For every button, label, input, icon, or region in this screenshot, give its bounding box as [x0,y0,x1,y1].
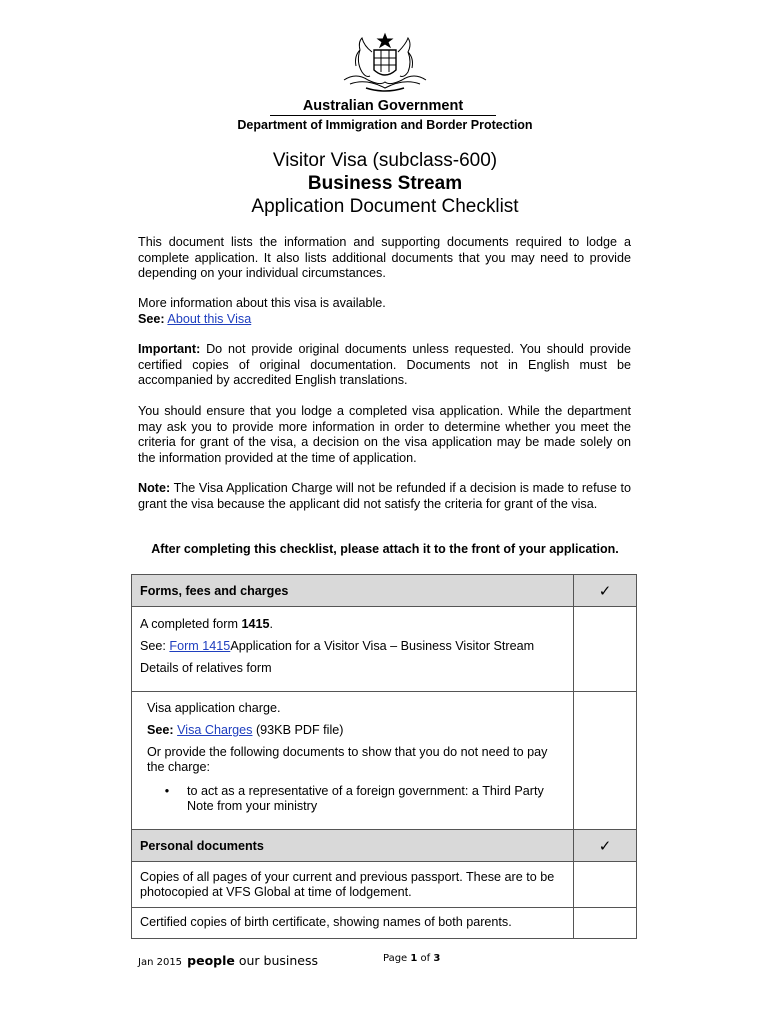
footer-left [138,950,318,969]
checkbox-cell[interactable] [574,862,637,908]
passport-cell [132,862,574,908]
section-heading: Forms, fees and charges [132,575,574,607]
doc-title-line1: Visitor Visa (subclass-600) [272,150,498,171]
important-label: Important: [138,342,201,356]
section-heading: Personal documents [132,830,574,862]
government-title: Australian Government [270,98,496,116]
section-header-forms [132,575,637,607]
form-text: A completed form [140,617,242,631]
bullet-text: to act as a representative of a foreign government: a Third Party Note from your ministry [187,784,544,813]
charge-text: Visa application charge. [147,701,281,715]
intro-paragraph: This document lists the information and supporting documents required to lodge a complete application. It also lists additional documents that you may need to provide depending on your individual circumstances. [138,235,631,281]
more-info-paragraph [138,296,631,327]
file-info: (93KB PDF file) [252,723,344,737]
checklist-table [131,574,637,939]
doc-title-line2: Business Stream [307,173,463,194]
page-label: Page [383,953,411,964]
lodge-paragraph: You should ensure that you lodge a completed visa application. While the department may ask you to provide more information in order to determine whether you meet the criteria for grant of the visa, a decision on the visa application may be made solely on the information provided at the time of application. [138,404,631,465]
important-paragraph [138,342,631,389]
section-header-personal [132,830,637,862]
note-paragraph [138,481,631,512]
see-label: See: [140,639,170,653]
form-description: Application for a Visitor Visa – Business Visitor Stream [230,639,535,653]
passport-text: Copies of all pages of your current and previous passport. These are to be photocopied at VFS Global at time of lodgement. [140,870,555,899]
relatives-form-text: Details of relatives form [140,661,272,675]
table-row [132,607,637,692]
about-visa-link[interactable]: About this Visa [167,311,252,326]
more-info-text: More information about this visa is available. [138,296,386,310]
footer-date: Jan 2015 [138,957,183,968]
important-text: Do not provide original documents unless requested. You should provide certified copies of original documentation. Documents not in English must be accompanied by accredited English translations. [138,342,631,388]
form-1415-cell [132,607,574,692]
coat-of-arms-icon [336,32,434,96]
department-name: Department of Immigration and Border Protection [237,118,533,132]
see-label: See: [138,311,165,326]
check-icon: ✓ [574,575,637,607]
form-number: 1415 [241,617,270,631]
see-label: See: [147,723,174,737]
table-row [132,908,637,939]
form-period: . [269,617,274,631]
page-current: 1 [410,953,418,964]
list-item [147,784,565,814]
exemption-text: Or provide the following documents to show that you do not need to pay the charge: [147,745,548,774]
table-row [132,862,637,908]
checkbox-cell[interactable] [574,908,637,939]
note-text: The Visa Application Charge will not be refunded if a decision is made to refuse to grant the visa because the applicant did not satisfy the criteria for grant of the visa. [138,481,631,511]
bullet-icon: • [164,784,170,798]
table-row [132,692,637,830]
visa-charge-cell [132,692,574,830]
footer-slogan-bold: people [187,953,235,968]
doc-title-line3: Application Document Checklist [251,196,519,217]
page-number [383,953,440,964]
page-total: 3 [433,953,441,964]
footer-slogan: our business [234,953,319,968]
check-icon: ✓ [574,830,637,862]
birth-certificate-cell [132,908,574,939]
checkbox-cell[interactable] [574,607,637,692]
page-of: of [417,953,434,964]
note-label: Note: [138,481,171,495]
attach-instruction: After completing this checklist, please attach it to the front of your application. [151,542,619,556]
form-1415-link[interactable]: Form 1415 [169,639,231,653]
birth-certificate-text: Certified copies of birth certificate, showing names of both parents. [140,915,512,929]
visa-charges-link[interactable]: Visa Charges [177,723,253,737]
checkbox-cell[interactable] [574,692,637,830]
